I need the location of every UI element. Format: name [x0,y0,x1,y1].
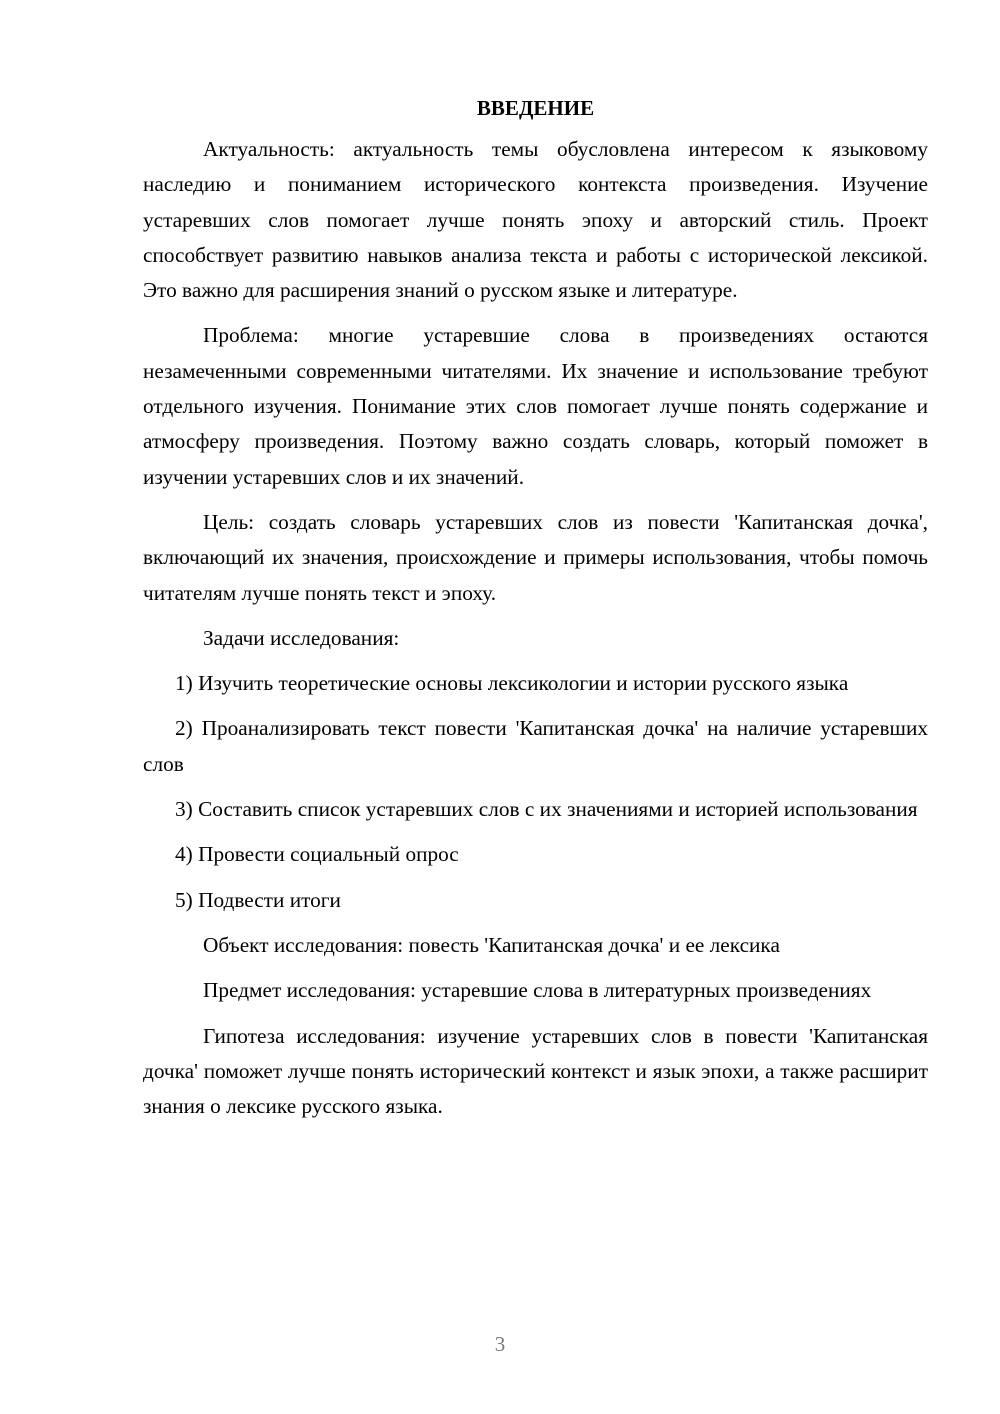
section-title: ВВЕДЕНИЕ [476,96,595,120]
document-page [143,91,928,1134]
page-number: 3 [494,1332,506,1356]
paragraph-subject: Предмет исследования: устаревшие слова в литературных произведениях [203,978,872,1003]
paragraph-goal: Цель: создать словарь устаревших слов из повести 'Капитанская дочка', включающий их значения, происхождение и примеры использования, чтобы помочь читателям лучше понять текст и эпоху. [143,509,928,605]
task-item-4: 4) Провести социальный опрос [175,842,459,867]
task-item-1: 1) Изучить теоретические основы лексикологии и истории русского языка [175,671,849,696]
paragraph-object: Объект исследования: повесть 'Капитанская дочка' и ее лексика [203,932,780,957]
tasks-heading: Задачи исследования: [203,625,400,650]
paragraph-relevance: Актуальность: актуальность темы обусловлена интересом к языковому наследию и пониманием исторического контекста произведения. Изучение устаревших слов помогает лучше понять эпоху и авторский стиль. Проект способствует развитию навыков анализа текста и работы с исторической лексикой. Это важно для расширения знаний о русском языке и литературе. [143,137,928,303]
paragraph-problem: Проблема: многие устаревшие слова в произведениях остаются незамеченными современными читателями. Их значение и использование требуют отдельного изучения. Понимание этих слов помогает лучше понять содержание и атмосферу произведения. Поэтому важно создать словарь, который поможет в изучении устаревших слов и их значений. [143,323,928,489]
task-item-5: 5) Подвести итоги [175,887,341,912]
task-item-2: 2) Проанализировать текст повести 'Капитанская дочка' на наличие устаревших слов [143,716,928,776]
task-item-3: 3) Составить список устаревших слов с их значениями и историей использования [175,797,918,822]
paragraph-hypothesis: Гипотеза исследования: изучение устаревших слов в повести 'Капитанская дочка' поможет лучше понять исторический контекст и язык эпохи, а также расширит знания о лексике русского языка. [143,1023,928,1119]
